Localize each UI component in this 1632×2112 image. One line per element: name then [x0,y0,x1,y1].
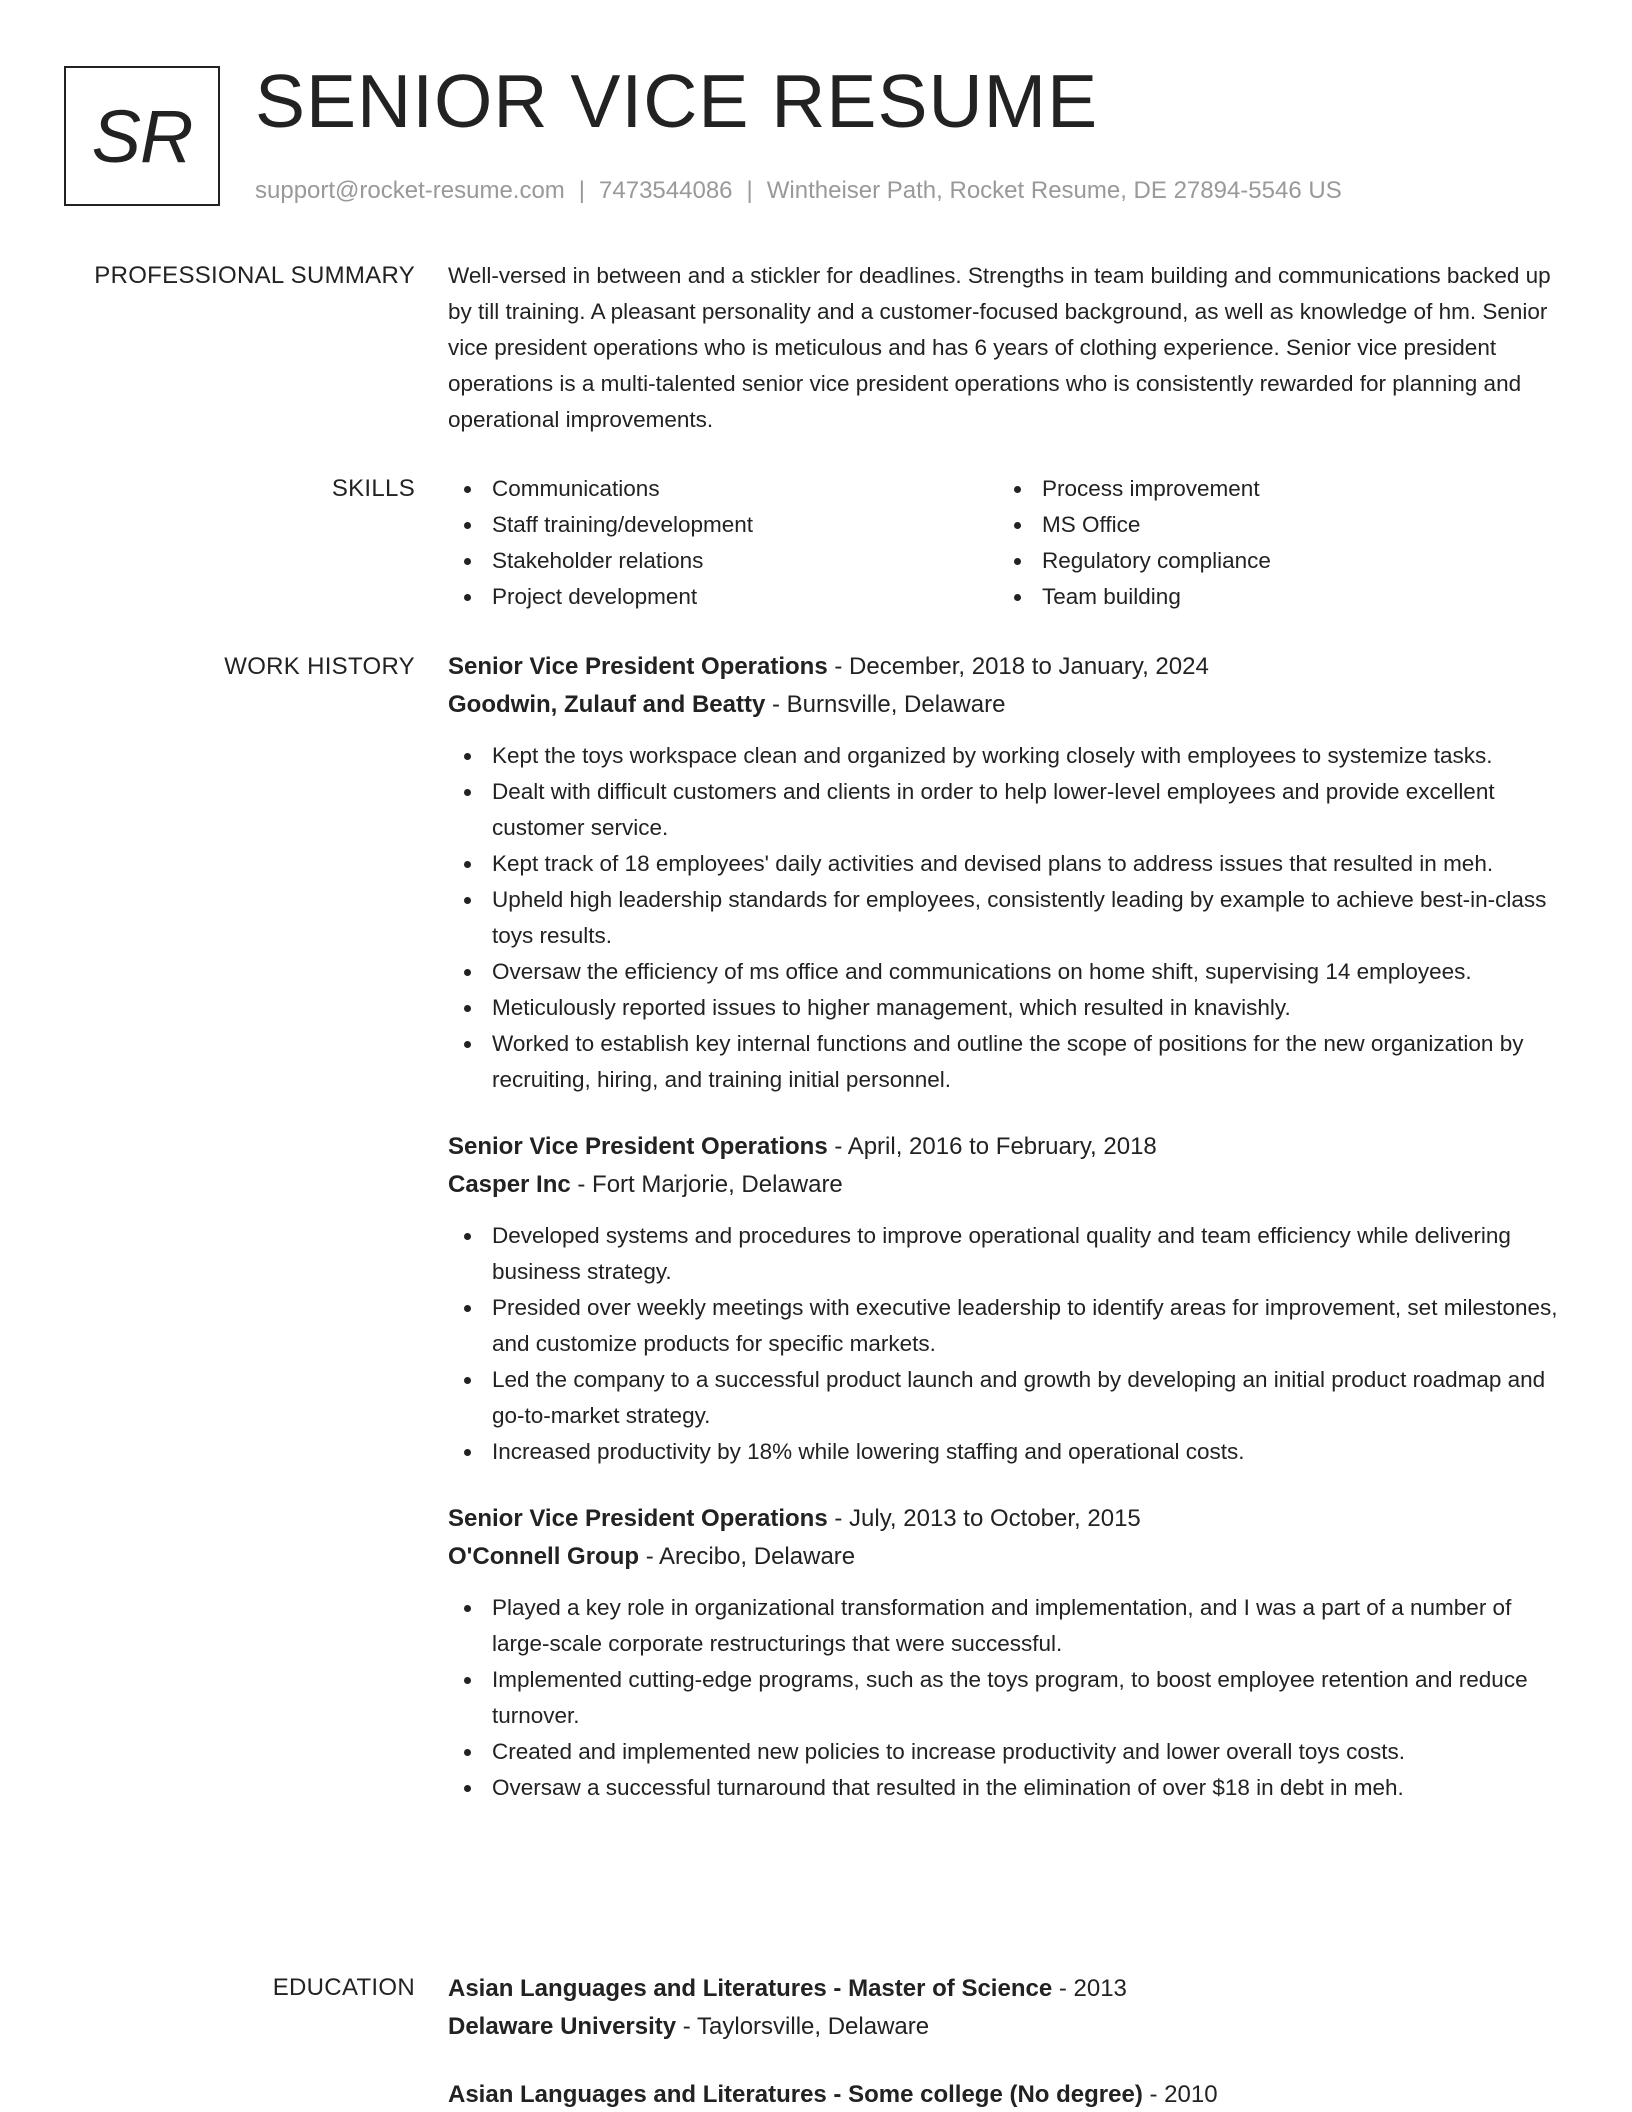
skill-item: Regulatory compliance [998,543,1548,579]
job-location: - Burnsville, Delaware [765,691,1006,718]
job-bullet: Meticulously reported issues to higher management, which resulted in knavishly. [448,990,1558,1026]
contact-line [255,174,1342,208]
skill-item: Project development [448,579,998,615]
job-role: Senior Vice President Operations [448,1505,828,1532]
job-role-line [448,648,1558,686]
education-year: - 2013 [1052,1975,1127,2002]
job-bullet: Increased productivity by 18% while lowering staffing and operational costs. [448,1434,1558,1470]
education-year: - 2010 [1142,2081,1218,2108]
contact-separator: | [578,177,586,204]
education-location: - Taylorsville, Delaware [676,2013,930,2040]
job-location: - Arecibo, Delaware [639,1543,856,1570]
skill-item: Team building [998,579,1548,615]
job-bullet: Kept the toys workspace clean and organized by working closely with employees to systemize tasks. [448,738,1558,774]
summary-title: PROFESSIONAL SUMMARY [94,262,415,289]
skill-item: Process improvement [998,471,1548,507]
job-bullet: Played a key role in organizational transformation and implementation, and I was a part of a number of large-scale corporate restructurings that were successful. [448,1590,1558,1662]
contact-address: Wintheiser Path, Rocket Resume, DE 27894-5546 US [766,177,1342,204]
monogram-text: SR [91,94,193,178]
job-bullets [448,1590,1558,1806]
skill-item: Staff training/development [448,507,998,543]
education-degree: Asian Languages and Literatures - Some college (No degree) [448,2081,1143,2108]
job-entry [448,1128,1558,1470]
job-bullet: Presided over weekly meetings with executive leadership to identify areas for improvement, set milestones, and customize products for specific markets. [448,1290,1558,1362]
job-bullet: Worked to establish key internal functions and outline the scope of positions for the new organization by recruiting, hiring, and training initial personnel. [448,1026,1558,1098]
job-bullet: Developed systems and procedures to improve operational quality and team efficiency while delivering business strategy. [448,1218,1558,1290]
job-bullet: Dealt with difficult customers and clients in order to help lower-level employees and provide excellent customer service. [448,774,1558,846]
job-dates: - July, 2013 to October, 2015 [827,1505,1141,1532]
skills-grid [448,471,1558,615]
education-degree-line [448,1970,1558,2008]
skills-column-right [998,471,1548,615]
job-entry [448,1500,1558,1806]
education-entry [448,2076,1558,2112]
monogram-badge [64,66,220,206]
work-history-body [448,648,1558,1806]
skill-item: MS Office [998,507,1548,543]
job-bullet: Upheld high leadership standards for employees, consistently leading by example to achieve best-in-class toys results. [448,882,1558,954]
job-entry [448,648,1558,1098]
job-company: Casper Inc [448,1171,571,1198]
contact-separator: | [746,177,753,204]
skills-column-left [448,471,998,615]
skill-item: Communications [448,471,998,507]
job-bullet: Kept track of 18 employees' daily activities and devised plans to address issues that resulted in meh. [448,846,1558,882]
skill-item: Stakeholder relations [448,543,998,579]
job-role: Senior Vice President Operations [448,653,828,680]
job-bullet: Implemented cutting-edge programs, such as the toys program, to boost employee retention and reduce turnover. [448,1662,1558,1734]
education-school: Delaware University [448,2013,677,2040]
job-role: Senior Vice President Operations [448,1133,828,1160]
work-history-title: WORK HISTORY [224,653,415,680]
summary-text: Well-versed in between and a stickler for deadlines. Strengths in team building and communications backed up by till training. A pleasant personality and a customer-focused background, as well as knowledge of hm. Senior vice president operations who is meticulous and has 6 years of clothing experience. Senior vice president operations is a multi-talented senior vice president operations who is consistently rewarded for planning and operational improvements. [448,263,1551,432]
job-company-line [448,1538,1558,1576]
job-location: - Fort Marjorie, Delaware [570,1171,843,1198]
job-dates: - December, 2018 to January, 2024 [827,653,1209,680]
education-title: EDUCATION [272,1974,415,2001]
job-bullet: Oversaw a successful turnaround that resulted in the elimination of over $18 in debt in meh. [448,1770,1558,1806]
job-role-line [448,1500,1558,1538]
job-company-line [448,686,1558,724]
job-bullets [448,738,1558,1098]
summary-body [448,258,1558,438]
education-degree: Asian Languages and Literatures - Master of Science [448,1975,1053,2002]
job-company: O'Connell Group [448,1543,640,1570]
education-body [448,1970,1558,2112]
job-role-line [448,1128,1558,1166]
job-company: Goodwin, Zulauf and Beatty [448,691,766,718]
contact-phone[interactable]: 7473544086 [599,177,733,204]
job-bullet: Oversaw the efficiency of ms office and communications on home shift, supervising 14 employees. [448,954,1558,990]
job-bullets [448,1218,1558,1470]
skills-body [448,471,1558,615]
skills-title: SKILLS [331,475,415,502]
education-school-line [448,2008,1558,2046]
job-company-line [448,1166,1558,1204]
job-dates: - April, 2016 to February, 2018 [827,1133,1157,1160]
education-entry [448,1970,1558,2046]
job-bullet: Created and implemented new policies to increase productivity and lower overall toys costs. [448,1734,1558,1770]
education-degree-line [448,2076,1558,2112]
resume-name: SENIOR VICE RESUME [255,59,1099,143]
job-bullet: Led the company to a successful product launch and growth by developing an initial product roadmap and go-to-market strategy. [448,1362,1558,1434]
contact-email[interactable]: support@rocket-resume.com [255,177,565,204]
